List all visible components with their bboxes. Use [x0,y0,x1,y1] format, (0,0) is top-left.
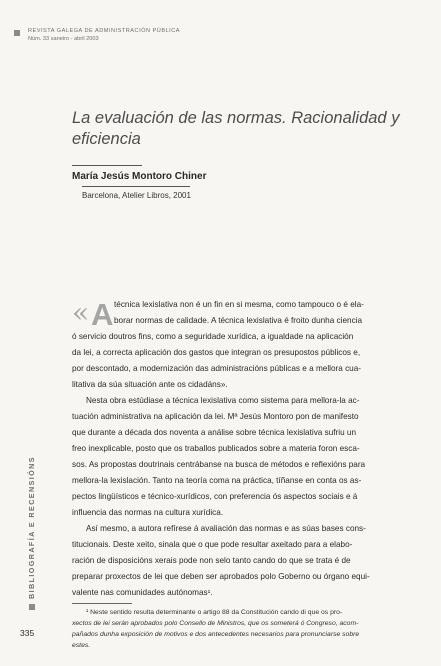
body-line: sos. As propostas doutrinais centrábanse na busca de métodos e reflexións para [72,460,366,469]
issue-info: Núm. 33 xaneiro - abril 2003 [28,36,99,42]
footnote-line: estes. [72,642,91,649]
body-line: titucionais. Deste xeito, sinala que o que pode resultar axeitado para a elabo- [72,540,353,549]
drop-cap: A [91,297,114,332]
publication-info: Barcelona, Atelier Libros, 2001 [82,191,191,200]
body-line: Así mesmo, a autora refírese á avaliación das normas e as súas bases cons- [86,524,366,533]
body-line: técnica lexislativa non é un fin en si mesma, como tampouco o é ela- [114,300,364,309]
body-line: ración de disposicións xerais pode non selo tanto cando do que se trata é de [72,556,351,565]
body-line: litativa da súa situación ante os cidadáns». [72,380,228,389]
body-line: que durante a década dos noventa a análise sobre técnica lexislativa sufriu un [72,428,357,437]
footnote-line: xectos de lei serán aprobados polo Consello de Ministros, que os someterá ó Congreso, acom- [72,620,359,627]
author-name: María Jesús Montoro Chiner [72,171,207,182]
opening-quote-mark: « [72,296,90,329]
section-sidebar-label: BIBLIOGRAFÍA E RECENSIÓNS [27,456,36,610]
publication-rule [82,186,190,187]
footnote-line: pañados dunha exposición de motivos e dos antecedentes necesarios para pronunciarse sobre [72,631,360,638]
body-line: valente nas comunidades autónomas¹. [72,588,213,597]
header-square-icon [14,30,20,36]
body-line: tuación administrativa na aplicación da lei. Mª Jesús Montoro pon de manifesto [72,412,359,421]
body-line: influencia das normas na cultura xurídica. [72,508,224,517]
body-line: por descontado, a modernización das administracións públicas e a mellora cua- [72,364,361,373]
journal-name: REVISTA GALEGA DE ADMINISTRACIÓN PÚBLICA [28,28,181,34]
author-rule [72,165,142,166]
body-line: Nesta obra estúdiase a técnica lexislativa como sistema para mellora-la ac- [86,396,360,405]
body-line: da lei, a correcta aplicación dos gastos que integran os presupostos públicos e, [72,348,361,357]
footnote-rule [72,603,132,604]
sidebar-square-icon [29,604,35,610]
body-line: borar normas de calidade. A técnica lexislativa é froito dunha ciencia [114,316,363,325]
review-title: La evaluación de las normas. Racionalidad y eficiencia [72,109,400,148]
footnote-line: ¹ Neste sentido resulta determinante o artigo 88 da Constitución cando di que os pro- [86,609,343,616]
page-number: 335 [20,628,35,638]
body-line: freo inexplicable, posto que os traballos publicados sobre a materia foron esca- [72,444,360,453]
body-line: ó servicio doutros fins, como a seguridade xurídica, a igualdade na aplicación [72,332,354,341]
body-line: preparar proxectos de lei que deben ser aprobados polo Goberno ou órgano equi- [72,572,370,581]
body-line: pectos lingüísticos e técnico-xurídicos, con preferencia ós aspectos sociais e á [72,492,358,501]
body-line: mellora-la lexislación. Tanto na teoría coma na práctica, tíñanse en conta os as- [72,476,362,485]
